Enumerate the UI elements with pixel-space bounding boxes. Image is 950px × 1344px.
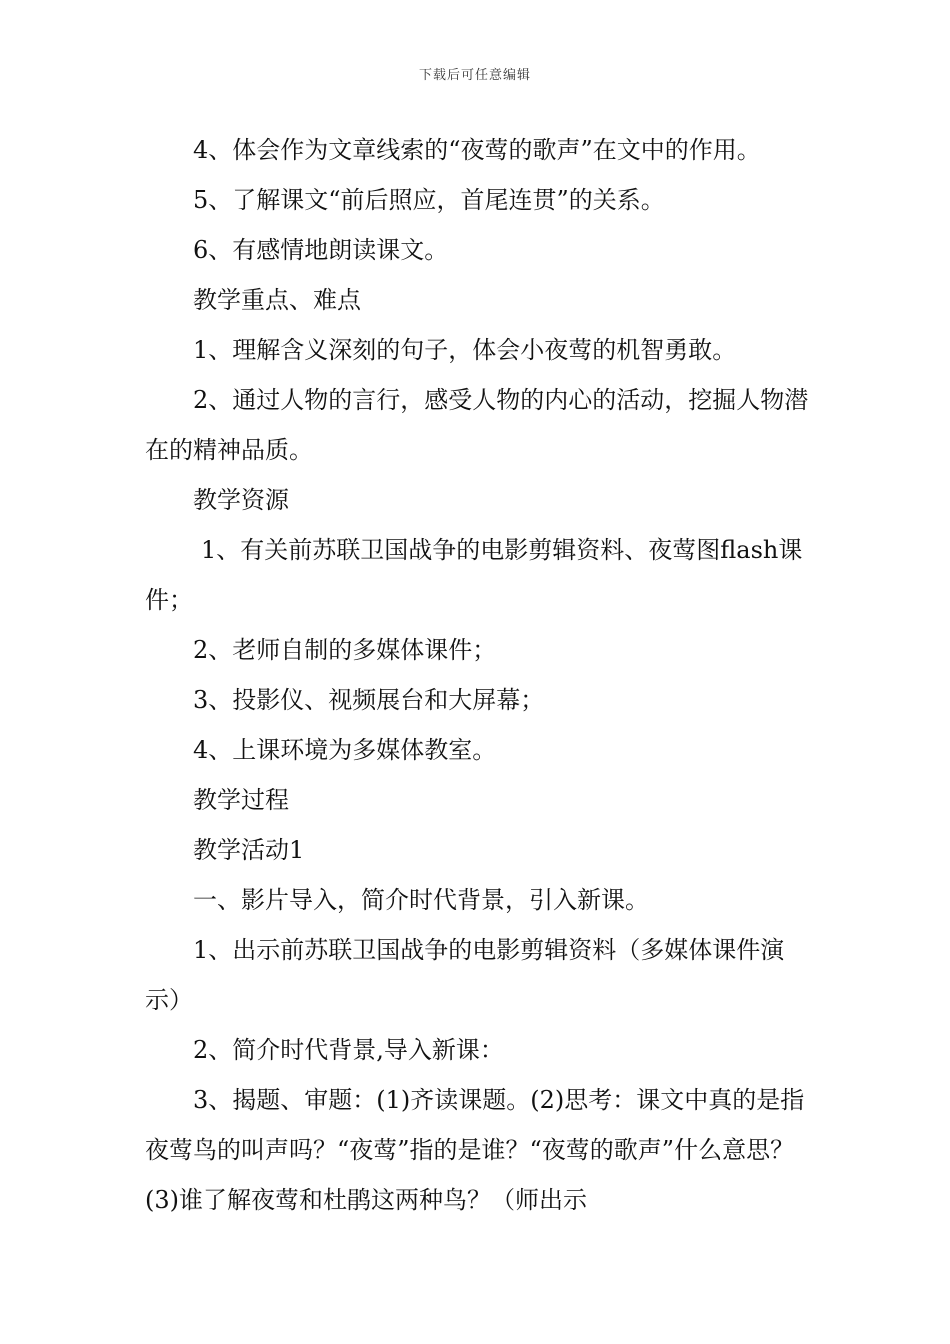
paragraph-resource-3: 3、投影仪、视频展台和大屏幕；: [193, 686, 545, 714]
document-body: [145, 125, 810, 1225]
paragraph-resource-4: 4、上课环境为多媒体教室。: [193, 736, 497, 764]
section-heading-key-points: 教学重点、难点: [193, 286, 361, 314]
paragraph-goal-5: 5、了解课文“前后照应，首尾连贯”的关系。: [193, 186, 665, 214]
section-heading-resources: 教学资源: [193, 486, 289, 514]
paragraph-step-3: 3、揭题、审题：(1)齐读课题。(2)思考：课文中真的是指夜莺鸟的叫声吗？“夜莺”指的是谁？“夜莺的歌声”什么意思？(3)谁了解夜莺和杜鹃这两种鸟？（师出示: [145, 1086, 805, 1214]
paragraph-key-point-2: 2、通过人物的言行，感受人物的内心的活动，挖掘人物潜在的精神品质。: [145, 386, 809, 464]
section-heading-process: 教学过程: [193, 786, 289, 814]
paragraph-resource-1: 1、有关前苏联卫国战争的电影剪辑资料、夜莺图flash课件；: [145, 536, 803, 614]
paragraph-goal-6: 6、有感情地朗读课文。: [193, 236, 449, 264]
subheading-activity-1: 教学活动1: [193, 836, 305, 864]
page-header: 下载后可任意编辑: [418, 68, 531, 83]
paragraph-key-point-1: 1、理解含义深刻的句子，体会小夜莺的机智勇敢。: [193, 336, 737, 364]
paragraph-resource-2: 2、老师自制的多媒体课件；: [193, 636, 497, 664]
paragraph-step-intro: 一、影片导入，简介时代背景，引入新课。: [193, 886, 649, 914]
paragraph-step-2: 2、简介时代背景,导入新课：: [193, 1036, 504, 1064]
paragraph-goal-4: 4、体会作为文章线索的“夜莺的歌声”在文中的作用。: [193, 136, 761, 164]
paragraph-step-1: 1、出示前苏联卫国战争的电影剪辑资料（多媒体课件演示）: [145, 936, 785, 1014]
